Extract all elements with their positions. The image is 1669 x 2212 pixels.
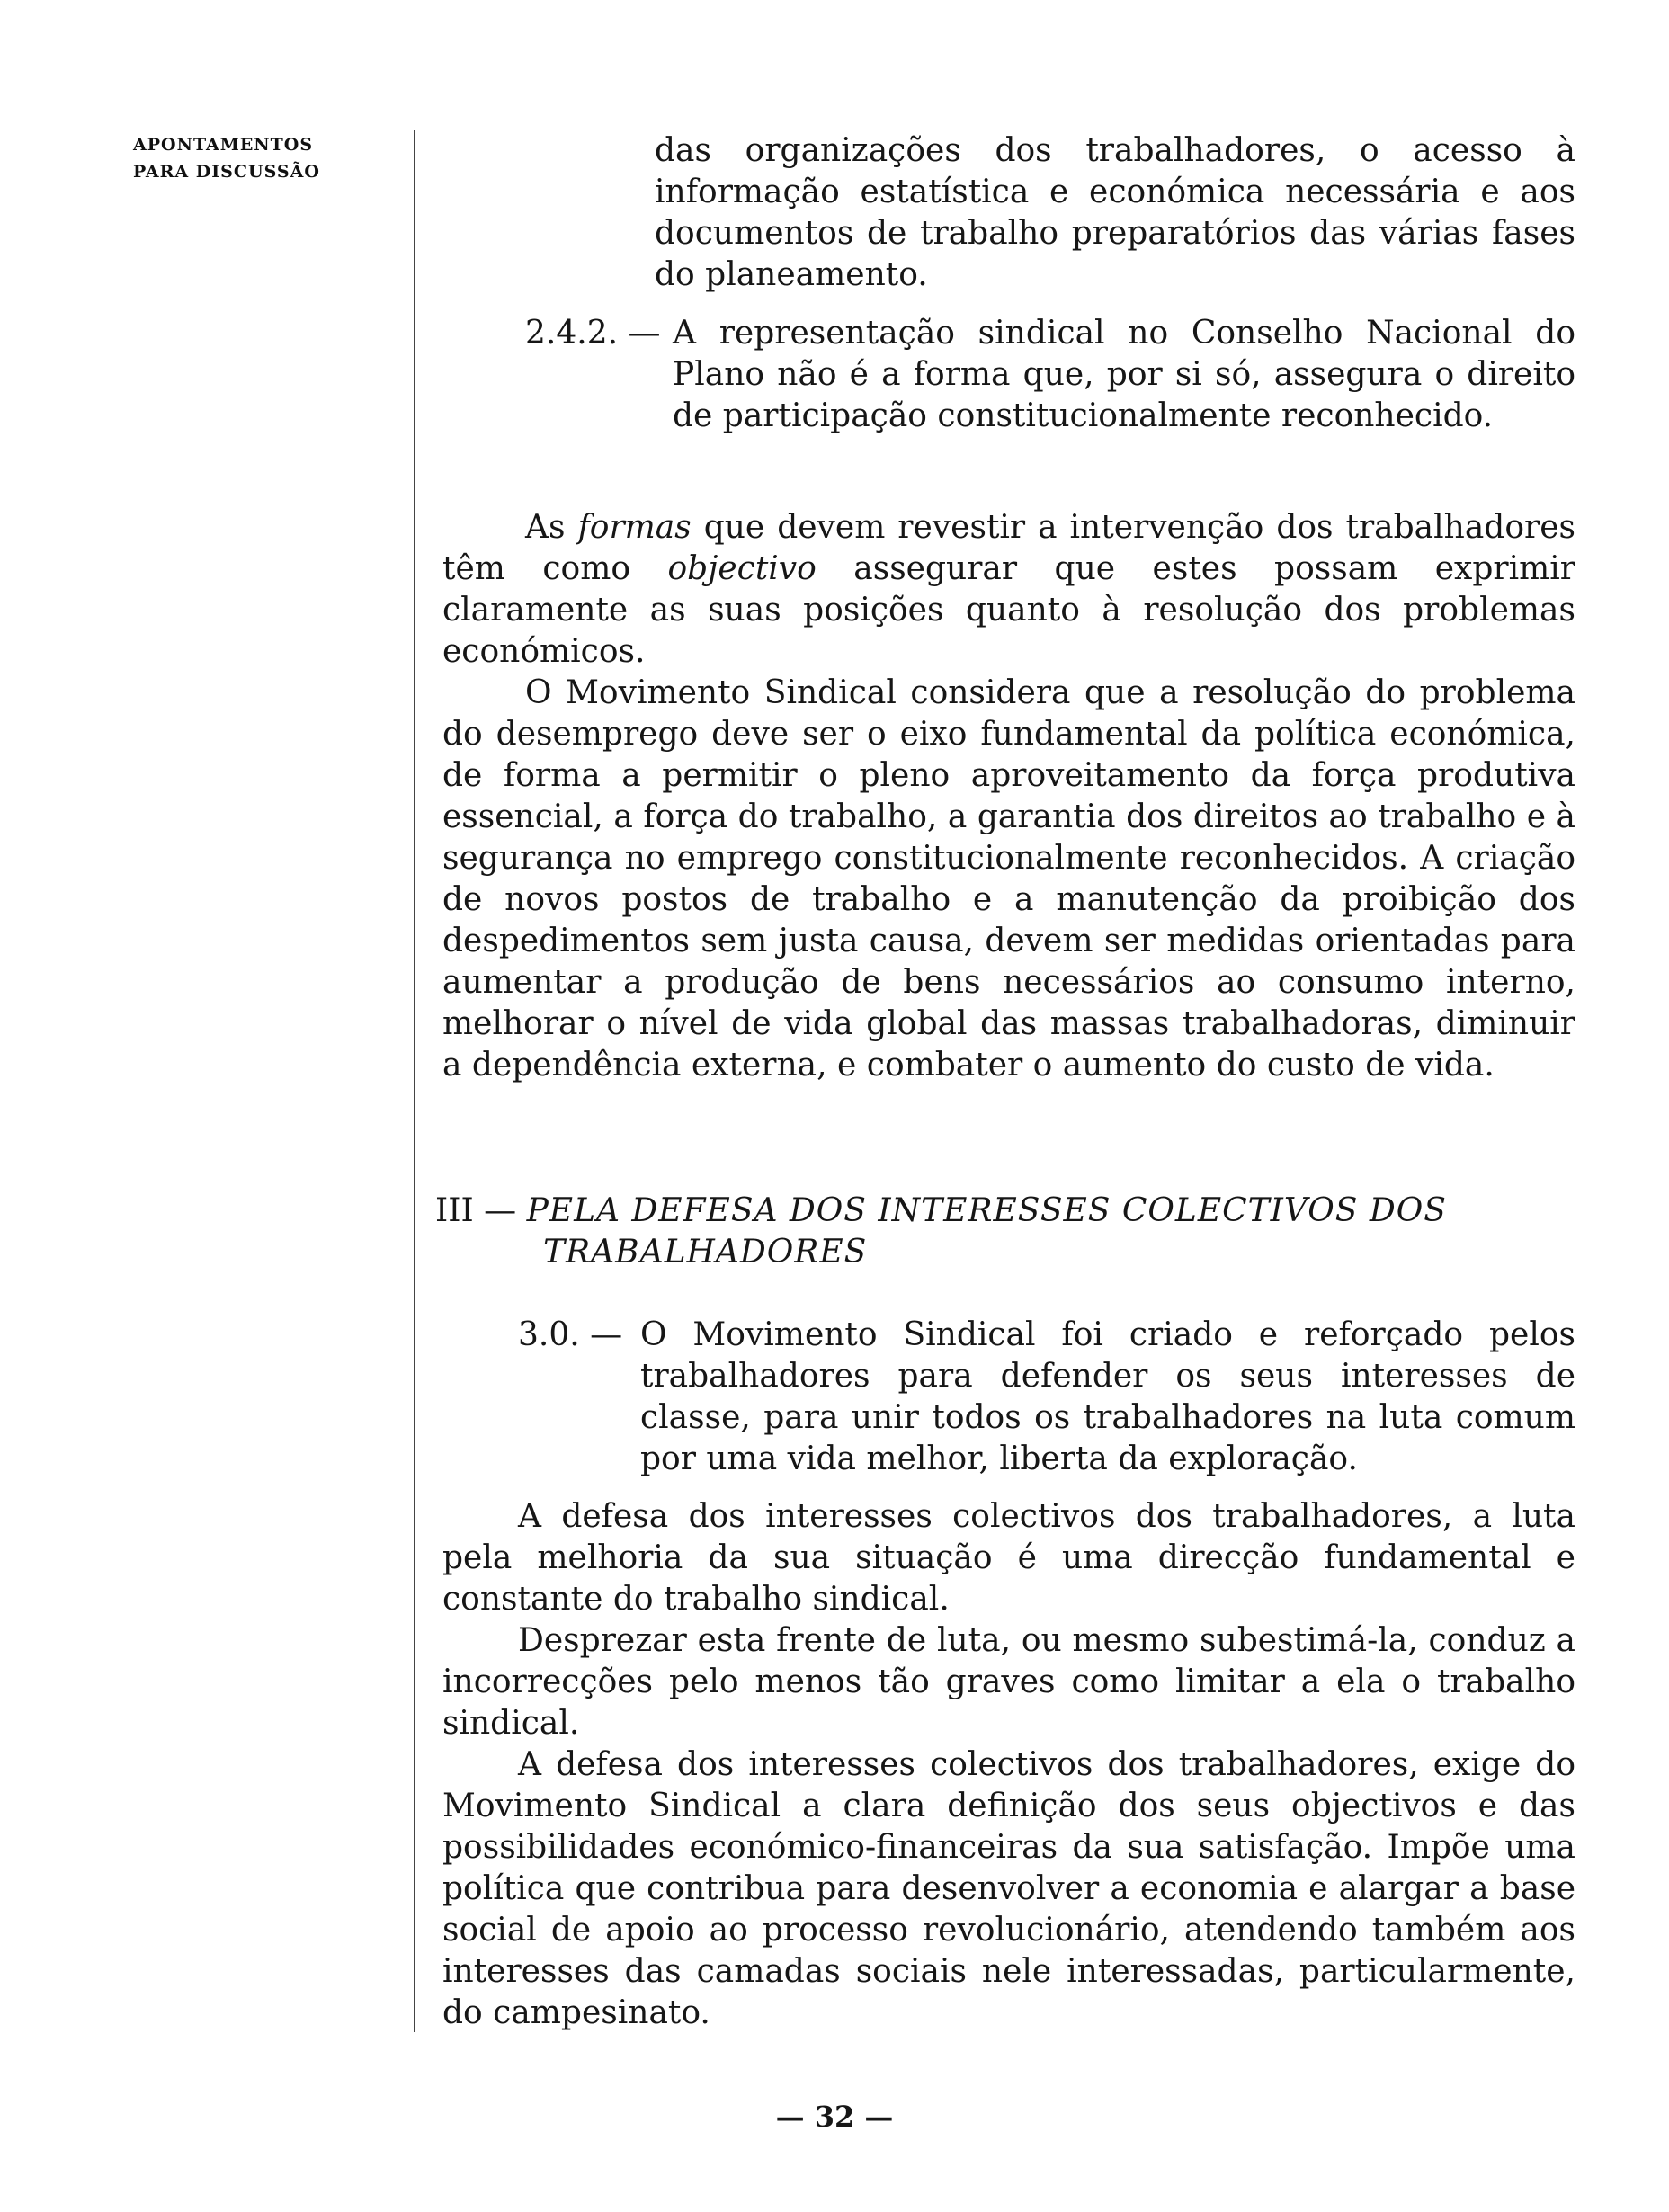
section-title-line-2: TRABALHADORES <box>543 1234 868 1271</box>
paragraph-movimento-sindical: O Movimento Sindical considera que a resolução do problema do desemprego deve ser o eixo fundamental da política económica, de forma a permitir o pleno aproveitamento da força produtiva essencial, a força do trabalho, a garantia dos direitos ao trabalho e à segurança no emprego constitucionalmente reconhecidos. A criação de novos postos de trabalho e a manutenção da proibição dos despedimentos sem justa causa, devem ser medidas orientadas para aumentar a produção de bens necessários ao consumo interno, melhorar o nível de vida global das massas trabalhadoras, diminuir a dependência externa, e combater o aumento do custo de vida. <box>442 674 1575 1084</box>
paragraph-formas: As formas que devem revestir a intervenção dos trabalhadores têm como objectivo assegurar que estes possam exprimir claramente as suas posições quanto à resolução dos problemas económicos. <box>442 509 1575 670</box>
running-header-line-1: APONTAMENTOS <box>133 135 314 155</box>
page-number: — 32 — <box>775 2100 894 2134</box>
margin-rule <box>414 130 415 2032</box>
emphasis-formas: formas <box>577 509 692 546</box>
section-number: III — <box>435 1192 517 1229</box>
item-text-3-0: O Movimento Sindical foi criado e reforçado pelos trabalhadores para defender os seus interesses de classe, para unir todos os trabalhadores na luta comum por uma vida melhor, liberta da exploração. <box>640 1316 1575 1477</box>
item-text-2-4-2: A representação sindical no Conselho Nacional do Plano não é a forma que, por si só, assegura o direito de participação constitucionalmente reconhecido. <box>673 315 1575 434</box>
running-header <box>133 131 320 185</box>
paragraph-continued: das organizações dos trabalhadores, o acesso à informação estatística e económica necessária e aos documentos de trabalho preparatórios das várias fases do planeamento. <box>655 132 1575 293</box>
running-header-line-2: PARA DISCUSSÃO <box>133 162 320 182</box>
paragraph-defesa-1: A defesa dos interesses colectivos dos trabalhadores, a luta pela melhoria da sua situação é uma direcção fundamental e constante do trabalho sindical. <box>442 1498 1575 1618</box>
section-heading-iii <box>435 1191 1447 1232</box>
section-title-line-1: PELA DEFESA DOS INTERESSES COLECTIVOS DOS <box>526 1192 1447 1229</box>
section-heading-iii-cont <box>543 1232 867 1273</box>
paragraph-defesa-2: A defesa dos interesses colectivos dos trabalhadores, exige do Movimento Sindical a clara definição dos seus objectivos e das possibilidades económico-financeiras da sua satisfação. Impõe uma política que contribua para desenvolver a economia e alargar a base social de apoio ao processo revolucionário, atendendo também aos interesses das camadas sociais nele interessadas, particularmente, do campesinato. <box>442 1746 1575 2031</box>
emphasis-objectivo: objectivo <box>667 550 817 587</box>
paragraph-desprezar: Desprezar esta frente de luta, ou mesmo subestimá-la, conduz a incorrecções pelo menos tão graves como limitar a ela o trabalho sindical. <box>442 1622 1575 1742</box>
item-number-2-4-2: 2.4.2. — <box>525 315 661 352</box>
item-number-3-0: 3.0. — <box>518 1316 623 1353</box>
